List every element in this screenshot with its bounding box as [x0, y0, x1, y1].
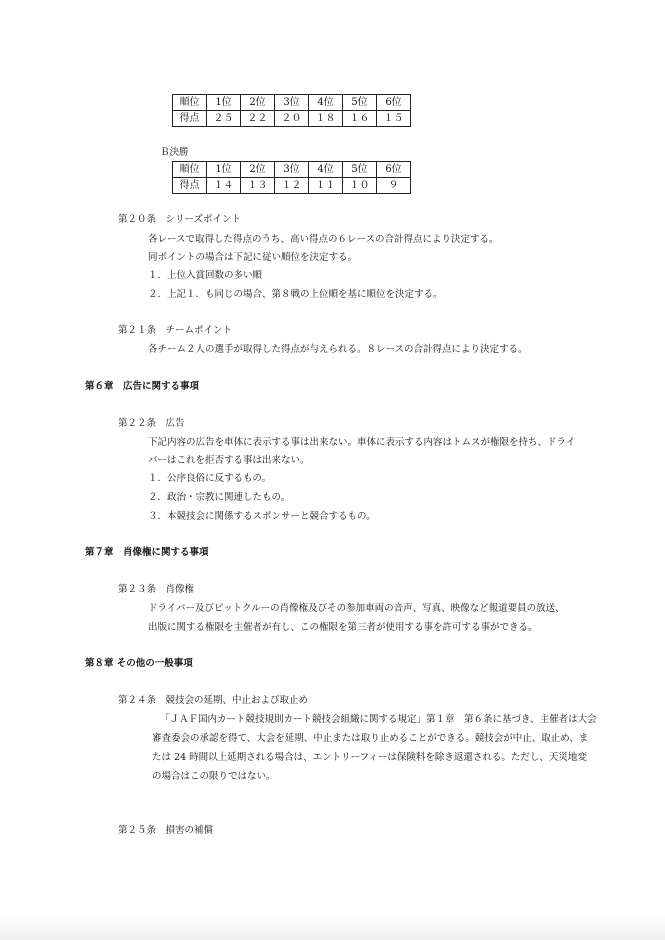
article-20-line: 同ポイントの場合は下記に従い順位を決定する。 [148, 252, 358, 263]
table-cell: 1位 [207, 95, 241, 111]
table-cell: 順位 [173, 95, 207, 111]
table-row [173, 111, 411, 127]
table-cell: １０ [343, 178, 377, 194]
article-23-line: 出版に関する権限を主催者が有し、この権限を第三者が使用する事を許可する事ができる。 [148, 622, 538, 633]
table-cell: １８ [309, 111, 343, 127]
table-cell: １１ [309, 178, 343, 194]
article-20-line: ２．上記１．も同じの場合、第８戦の上位順を基に順位を決定する。 [148, 289, 443, 300]
table-b-label: Ｂ決勝 [160, 147, 189, 158]
chapter-7-heading: 第７章 肖像権に関する事項 [85, 547, 209, 558]
table-cell: 5位 [343, 162, 377, 178]
table-cell: 6位 [377, 162, 411, 178]
article-24-line: 「ＪＡＦ国内カート競技規則カート競技会組織に関する規定」第１章 第６条に基づき、主催者は大会 [160, 714, 597, 725]
table-cell: １５ [377, 111, 411, 127]
table-cell: １４ [207, 178, 241, 194]
article-22-line: ３．本競技会に関係するスポンサーと競合するもの。 [148, 511, 376, 522]
table-row [173, 178, 411, 194]
article-22-line: バーはこれを拒否する事は出来ない。 [148, 455, 310, 466]
article-20-title: 第２０条 シリーズポイント [118, 214, 242, 225]
table-cell: 得点 [173, 111, 207, 127]
article-24-line: 審査委会の承認を得て、大会を延期、中止または取り止めることができる。競技会が中止、取止め、ま [152, 733, 589, 744]
article-20-line: 各レースで取得した得点のうち、高い得点の６レースの合計得点により決定する。 [148, 234, 499, 245]
table-cell: 得点 [173, 178, 207, 194]
table-cell: 2位 [241, 95, 275, 111]
article-24-line: の場合はこの限りではない。 [152, 771, 276, 782]
table-cell: 1位 [207, 162, 241, 178]
article-21-title: 第２１条 チームポイント [118, 325, 233, 336]
table-row [173, 95, 411, 111]
article-22-line: ２．政治・宗教に関連したもの。 [148, 492, 291, 503]
table-cell: 5位 [343, 95, 377, 111]
article-22-line: 下記内容の広告を車体に表示する事は出来ない。車体に表示する内容はトムスが権限を持ち、ドライ [148, 437, 576, 448]
table-cell: 4位 [309, 162, 343, 178]
article-21-line: 各チーム２人の選手が取得した得点が与えられる。８レースの合計得点により決定する。 [148, 344, 528, 355]
table-cell: １２ [275, 178, 309, 194]
chapter-8-heading: 第８章 その他の一般事項 [85, 658, 193, 669]
table-cell: １３ [241, 178, 275, 194]
page-bottom-shadow [0, 916, 665, 940]
article-24-line: たは 24 時間以上延期される場合は、エントリーフィーは保険料を除き返還される。ただし、天災地変 [152, 752, 587, 763]
table-cell: 順位 [173, 162, 207, 178]
points-table-a [172, 94, 411, 127]
table-cell: 3位 [275, 162, 309, 178]
table-cell: 4位 [309, 95, 343, 111]
article-22-line: １．公序良俗に反するもの。 [148, 473, 272, 484]
article-25-title: 第２５条 損害の補償 [118, 825, 214, 836]
table-cell: ９ [377, 178, 411, 194]
table-cell: ２２ [241, 111, 275, 127]
article-24-title: 第２４条 競技会の延期、中止および取止め [118, 695, 309, 706]
table-cell: ２５ [207, 111, 241, 127]
article-23-line: ドライバー及びピットクルーの肖像権及びその参加車両の音声、写真、映像など報道要員の放送、 [148, 603, 565, 614]
table-cell: 3位 [275, 95, 309, 111]
chapter-6-heading: 第６章 広告に関する事項 [85, 381, 200, 392]
table-cell: １６ [343, 111, 377, 127]
article-22-title: 第２２条 広告 [118, 418, 185, 429]
table-cell: 6位 [377, 95, 411, 111]
table-row [173, 162, 411, 178]
article-20-line: １．上位入賞回数の多い順 [148, 270, 263, 281]
points-table-b [172, 161, 411, 194]
article-23-title: 第２３条 肖像権 [118, 584, 195, 595]
table-cell: ２０ [275, 111, 309, 127]
table-cell: 2位 [241, 162, 275, 178]
